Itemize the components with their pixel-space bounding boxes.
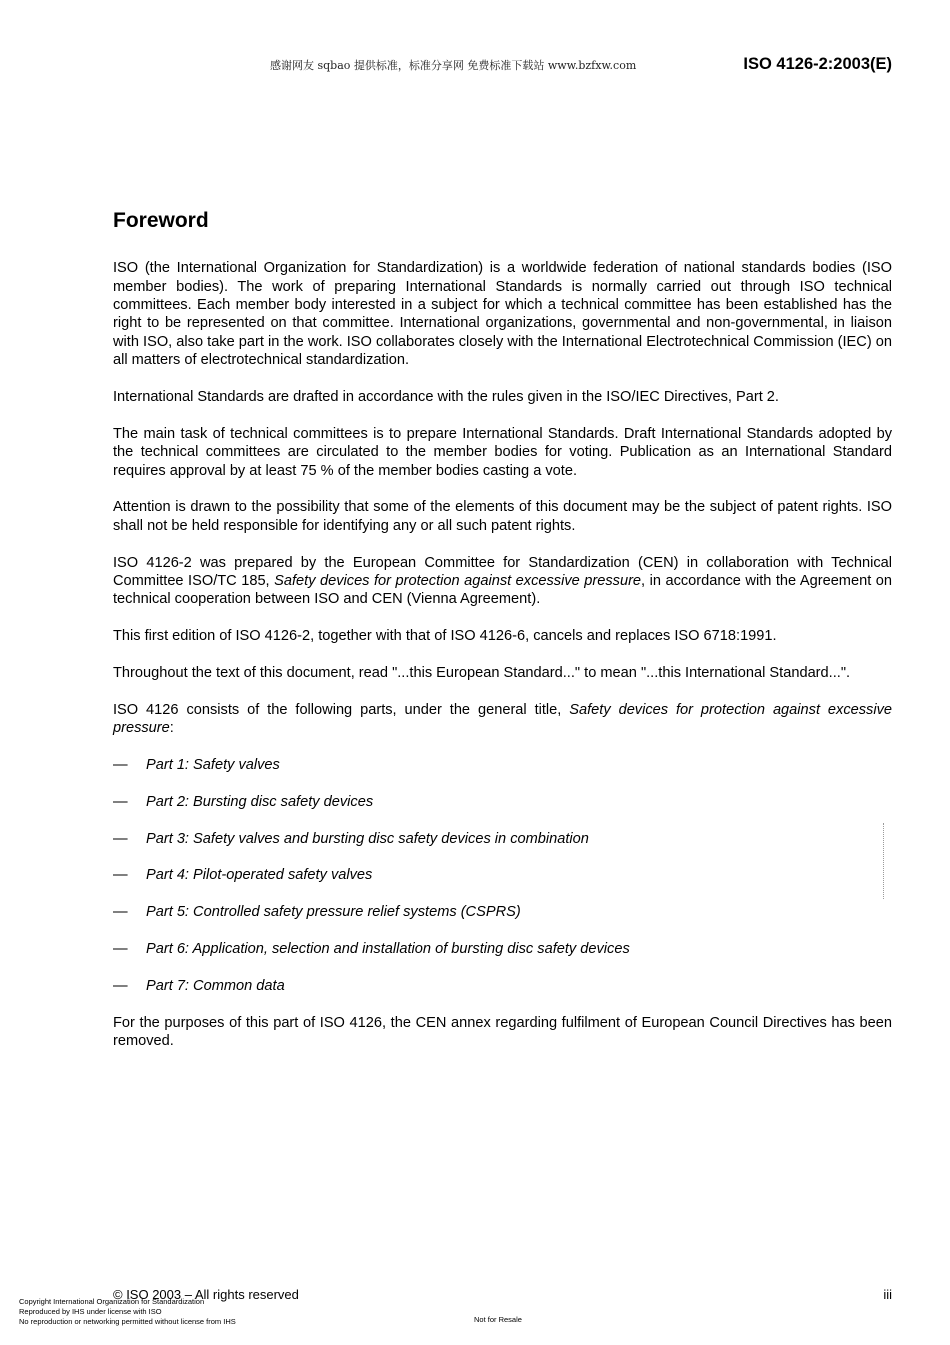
page-title: Foreword xyxy=(113,209,209,232)
parts-intro-colon: : xyxy=(169,720,174,737)
resale-notice: Not for Resale xyxy=(474,1315,522,1324)
page-content xyxy=(113,208,892,1069)
paragraph-edition: This first edition of ISO 4126-2, together with that of ISO 4126-6, cancels and replaces ISO 6718:1991. xyxy=(113,628,777,645)
document-id: ISO 4126-2:2003(E) xyxy=(743,55,892,73)
list-item-text: Part 2: Bursting disc safety devices xyxy=(146,793,374,810)
paragraph-patent-rights: Attention is drawn to the possibility that some of the elements of this document may be the subject of patent rights. ISO shall not be held responsible for identifying any or all such patent rights. xyxy=(113,499,892,534)
list-item-text: Part 3: Safety valves and bursting disc safety devices in combination xyxy=(146,830,589,847)
page-number: iii xyxy=(883,1287,892,1302)
list-item-text: Part 6: Application, selection and installation of bursting disc safety devices xyxy=(146,941,630,958)
list-dash: — xyxy=(113,830,128,847)
preparation-text-end: , in accordance with the Agreement on technical cooperation between ISO and CEN (Vienna Agreement). xyxy=(113,573,892,608)
license-line: Copyright International Organization for Standardization xyxy=(19,1297,205,1306)
list-item xyxy=(113,866,892,884)
license-line: No reproduction or networking permitted without license from IHS xyxy=(19,1316,236,1326)
list-dash: — xyxy=(113,867,128,884)
header-watermark: 感谢网友 sqbao 提供标准，标准分享网 免费标准下载站 www.bzfxw.com xyxy=(270,59,637,72)
list-dash: — xyxy=(113,793,128,810)
license-line: Reproduced by IHS under license with ISO xyxy=(19,1306,162,1316)
paragraph-main-task: The main task of technical committees is to prepare International Standards. Draft International Standards adopted by the technical committees are circulated to the member bodies for voting. Publication as an International Standard requires approval by at least 75 % of the member bodies casting a vote. xyxy=(113,425,892,479)
list-item-text: Part 7: Common data xyxy=(146,977,285,994)
list-item-text: Part 5: Controlled safety pressure relief systems (CSPRS) xyxy=(146,904,521,921)
list-item-text: Part 4: Pilot-operated safety valves xyxy=(146,867,373,884)
list-dash: — xyxy=(113,977,128,994)
preparation-text-start: ISO 4126-2 was prepared by the European Committee for Standardization (CEN) in collaboration with Technical Committee ISO/TC 185, xyxy=(113,554,892,590)
parts-intro-title-italic: Safety devices for protection against excessive pressure xyxy=(113,701,893,737)
footer-copyright: © ISO 2003 – All rights reserved xyxy=(113,1287,299,1302)
list-item-text: Part 1: Safety valves xyxy=(146,757,280,774)
list-item xyxy=(113,903,892,921)
preparation-title-italic: Safety devices for protection against excessive pressure xyxy=(274,573,642,590)
paragraph-parts-intro xyxy=(113,701,892,738)
paragraph-reading-note: Throughout the text of this document, read "...this European Standard..." to mean "...this International Standard...". xyxy=(113,665,851,682)
list-dash: — xyxy=(113,904,128,921)
list-item xyxy=(113,756,892,774)
paragraph-preparation xyxy=(113,554,892,609)
parts-list xyxy=(113,756,892,995)
list-item xyxy=(113,793,892,811)
paragraph-iso-overview: ISO (the International Organization for Standardization) is a worldwide federation of national standards bodies (ISO member bodies). The work of preparing International Standards is normally carried out through ISO technical committees. Each member body interested in a subject for which a technical committee has been established has the right to be represented on that committee. International organizations, governmental and non-governmental, in liaison with ISO, also take part in the work. ISO collaborates closely with the International Electrotechnical Commission (IEC) on all matters of electrotechnical standardization. xyxy=(113,260,892,369)
paragraph-directives: International Standards are drafted in accordance with the rules given in the ISO/IEC Directives, Part 2. xyxy=(113,389,779,406)
list-item xyxy=(113,830,892,848)
list-dash: — xyxy=(113,757,128,774)
list-dash: — xyxy=(113,941,128,958)
paragraph-cen-annex: For the purposes of this part of ISO 4126, the CEN annex regarding fulfilment of European Council Directives has been removed. xyxy=(113,1014,892,1050)
list-item xyxy=(113,940,892,958)
parts-intro-text: ISO 4126 consists of the following parts, under the general title, xyxy=(113,701,570,718)
license-notice xyxy=(19,1297,236,1326)
list-item xyxy=(113,977,892,995)
margin-mark xyxy=(883,823,885,899)
